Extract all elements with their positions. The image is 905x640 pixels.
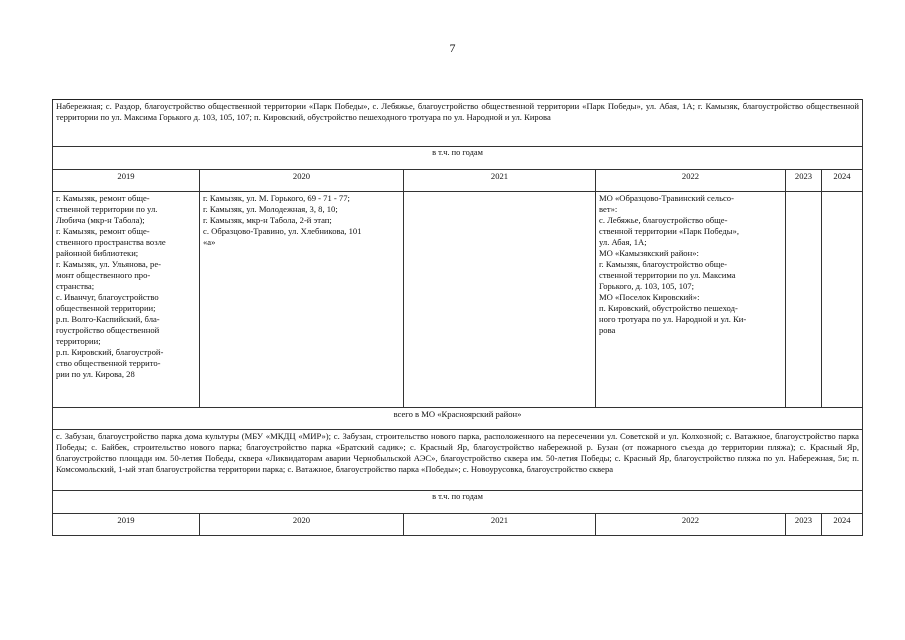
year-header-2-2020: 2020: [200, 514, 404, 536]
intro-text-cell: Набережная; с. Раздор, благоустройство общественной территории «Парк Победы», с. Лебяжье, благоустройство общественной территории «Парк Победы», ул. Абая, 1А; г. Камызяк, благоустройство общественной территории по ул. Максима Горького д. 103, 105, 107; п. Кировский, обустройство пешеходного тротуара по ул. Народной и ул. Кирова: [53, 100, 863, 147]
cell-line: МО «Образцово-Травинский сельсо-: [599, 193, 734, 203]
year-header-2024: 2024: [822, 170, 863, 192]
year-header-2-2022: 2022: [596, 514, 786, 536]
krasnoyarsk-row: [53, 430, 863, 491]
cell-line: г. Камызяк, мкр-н Табола, 2-й этап;: [203, 215, 332, 225]
krasnoyarsk-text-cell: с. Забузан, благоустройство парка дома культуры (МБУ «МКДЦ «МИР»); с. Забузан, строительство нового парка, расположенного на пересечении ул. Советской и ул. Колхозной; с. Ватажное, благоустройство парка Победы; с. Байбек, строительство нового парка; благоустройство парка «Братский садик»; с. Красный Яр, благоустройство набережной р. Бузан (от пожарного съезда до территории пляжа); с. Красный Яр, благоустройство площади им. 50-летия Победы, сквера «Ликвидаторам аварии Чернобыльской АЭС», благоустройство сквера им. 50-летия Победы; с. Красный Яр, благоустройство пляжа по ул. Набережная, 5и; п. Комсомольский, 1-ый этап благоустройства территории парка; с. Ватажное, благоустройство парка «Победы»; с. Новоурусовка, благоустройство сквера: [53, 430, 863, 491]
cell-line: г. Камызяк, благоустройство обще-: [599, 259, 727, 269]
cell-line: г. Камызяк, ремонт обще-: [56, 226, 150, 236]
cell-line: п. Кировский, обустройство пешеход-: [599, 303, 738, 313]
total-row: [53, 408, 863, 430]
program-table: [52, 99, 863, 536]
cell-line: МО «Поселок Кировский»:: [599, 292, 700, 302]
cell-line: ственной территории по ул. Максима: [599, 270, 736, 280]
page-number: 7: [449, 41, 456, 55]
cell-line: с. Образцово-Травино, ул. Хлебникова, 101: [203, 226, 362, 236]
year-header-row: [53, 170, 863, 192]
cell-line: рии по ул. Кирова, 28: [56, 369, 135, 379]
cell-line: с. Лебяжье, благоустройство обще-: [599, 215, 728, 225]
cell-line: Горького, д. 103, 105, 107;: [599, 281, 694, 291]
cell-line: с. Иванчуг, благоустройство: [56, 292, 159, 302]
cell-line: г. Камызяк, ул. Молодежная, 3, 8, 10;: [203, 204, 338, 214]
cell-line: р.п. Кировский, благоустрой-: [56, 347, 164, 357]
cell-line: рова: [599, 325, 616, 335]
cell-line: странства;: [56, 281, 95, 291]
cell-line: территории;: [56, 336, 101, 346]
by-years-label-2: в т.ч. по годам: [53, 491, 863, 514]
cell-line: ного тротуара по ул. Народной и ул. Ки-: [599, 314, 747, 324]
year-header-2-2023: 2023: [786, 514, 822, 536]
cell-line: ственного пространства возле: [56, 237, 166, 247]
year-header-2023: 2023: [786, 170, 822, 192]
cell-line: ство общественной террито-: [56, 358, 161, 368]
cell-line: общественной территории;: [56, 303, 156, 313]
cell-line: районной библиотеки;: [56, 248, 139, 258]
detail-row: [53, 192, 863, 408]
detail-cell-2024: [822, 192, 863, 408]
cell-line: ул. Абая, 1А;: [599, 237, 647, 247]
by-years-row: [53, 147, 863, 170]
detail-cell-2020: [200, 192, 404, 408]
detail-cell-2022: [596, 192, 786, 408]
cell-line: Любича (мкр-н Табола);: [56, 215, 145, 225]
year-header-2-2024: 2024: [822, 514, 863, 536]
cell-line: р.п. Волго-Каспийский, бла-: [56, 314, 160, 324]
cell-line: г. Камызяк, ул. М. Горького, 69 - 71 - 77;: [203, 193, 350, 203]
by-years-label: в т.ч. по годам: [53, 147, 863, 170]
total-label: всего в МО «Красноярский район»: [53, 408, 863, 430]
cell-line: МО «Камызякский район»:: [599, 248, 699, 258]
cell-line: «а»: [203, 237, 216, 247]
year-header-2-2021: 2021: [404, 514, 596, 536]
intro-row: [53, 100, 863, 147]
by-years-row-2: [53, 491, 863, 514]
year-header-2021: 2021: [404, 170, 596, 192]
cell-line: ственной территории по ул.: [56, 204, 158, 214]
cell-line: гоустройство общественной: [56, 325, 160, 335]
detail-cell-2019: [53, 192, 200, 408]
cell-line: вет»:: [599, 204, 618, 214]
detail-cell-2023: [786, 192, 822, 408]
cell-line: г. Камызяк, ул. Ульянова, ре-: [56, 259, 162, 269]
year-header-2019: 2019: [53, 170, 200, 192]
detail-cell-2021: [404, 192, 596, 408]
cell-line: ственной территории «Парк Победы»,: [599, 226, 739, 236]
year-header-row-2: [53, 514, 863, 536]
cell-line: г. Камызяк, ремонт обще-: [56, 193, 150, 203]
cell-line: монт общественного про-: [56, 270, 151, 280]
year-header-2-2019: 2019: [53, 514, 200, 536]
year-header-2020: 2020: [200, 170, 404, 192]
year-header-2022: 2022: [596, 170, 786, 192]
